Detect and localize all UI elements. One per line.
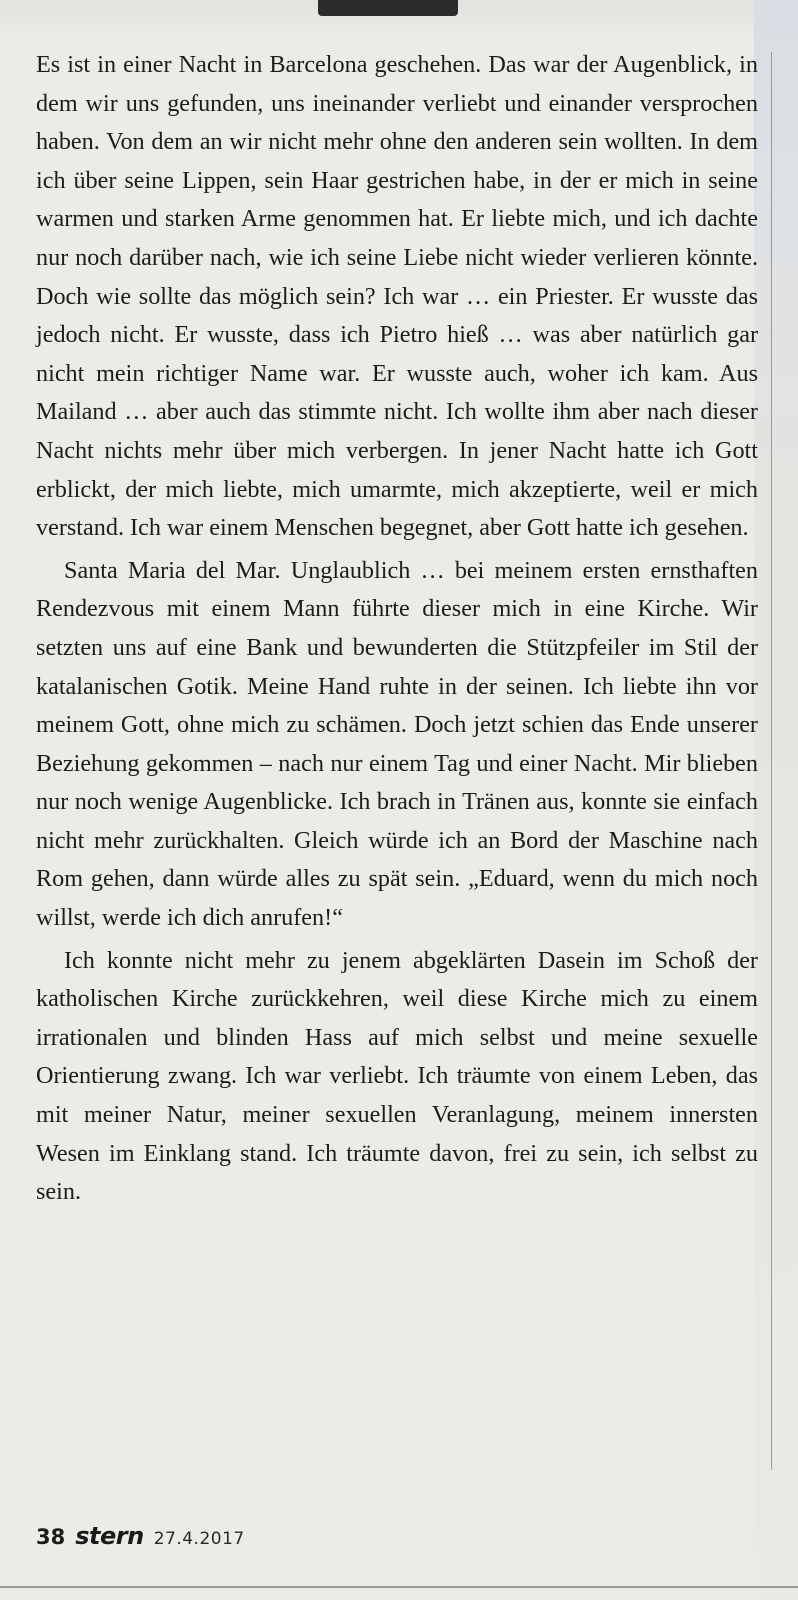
page-number: 38 [36,1525,66,1549]
article-paragraph-2: Santa Maria del Mar. Unglaublich … bei meinem ersten ernsthaften Rendezvous mit einem Mann führte dieser mich in eine Kirche. Wir setzten uns auf eine Bank und bewunderten die Stützpfeiler im Stil der katalanischen Gotik. Meine Hand ruhte in der seinen. Ich liebte ihn vor meinem Gott, ohne mich zu schämen. Doch jetzt schien das Ende unserer Beziehung gekommen – nach nur einem Tag und einer Nacht. Mir blieben nur noch wenige Augenblicke. Ich brach in Tränen aus, konnte sie einfach nicht mehr zurückhalten. Gleich würde ich an Bord der Maschine nach Rom gehen, dann würde alles zu spät sein. „Eduard, wenn du mich noch willst, werde ich dich anrufen!“ [36,556,758,932]
page-footer [36,1522,245,1552]
article-body [36,46,758,1212]
article-paragraph-1: Es ist in einer Nacht in Barcelona geschehen. Das war der Augenblick, in dem wir uns gefunden, uns ineinander verliebt und einander versprochen haben. Von dem an wir nicht mehr ohne den anderen sein wollten. In dem ich über seine Lippen, sein Haar gestrichen habe, in der er mich in seine warmen und starken Arme genommen hat. Er liebte mich, und ich dachte nur noch darüber nach, wie ich seine Liebe nicht wieder verlieren könnte. Doch wie sollte das möglich sein? Ich war … ein Priester. Er wusste das jedoch nicht. Er wusste, dass ich Pietro hieß … was aber natürlich gar nicht mein richtiger Name war. Er wusste auch, woher ich kam. Aus Mailand … aber auch das stimmte nicht. Ich wollte ihm aber nach dieser Nacht nichts mehr über mich verbergen. In jener Nacht hatte ich Gott erblickt, der mich liebte, mich umarmte, mich akzeptierte, weil er mich verstand. Ich war einem Menschen begegnet, aber Gott hatte ich gesehen. [36,51,758,542]
header-tab [318,0,458,16]
article-paragraph-3: Ich konnte nicht mehr zu jenem abgeklärten Dasein im Schoß der katholischen Kirche zurückkehren, weil diese Kirche mich zu einem irrationalen und blinden Hass auf mich selbst und meine sexuelle Orientierung zwang. Ich war verliebt. Ich träumte von einem Leben, das mit meiner Natur, meiner sexuellen Veranlagung, meinem innersten Wesen im Einklang stand. Ich träumte davon, frei zu sein, ich selbst zu sein. [36,946,758,1206]
column-rule [771,52,772,1470]
issue-date: 27.4.2017 [153,1529,245,1549]
magazine-logo: stern [75,1522,144,1550]
bottom-rule [0,1586,798,1588]
adjacent-column-bleed [754,0,798,1600]
